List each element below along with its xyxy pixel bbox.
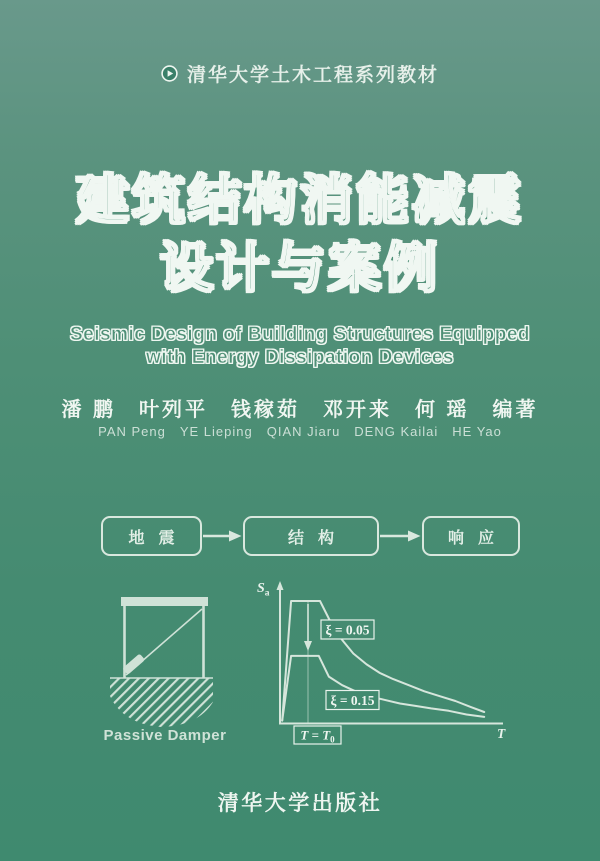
flow-box-structure: 结构 (243, 516, 379, 556)
frame-top-beam (121, 597, 208, 606)
book-subtitle-line1: Seismic Design of Building Structures Equipped (69, 324, 531, 345)
publisher: 清华大学出版社 (217, 792, 383, 815)
flow-diagram (101, 516, 520, 556)
y-axis-arrow (277, 581, 284, 590)
arrow-right-icon (380, 529, 421, 543)
annotation-damping-005: ξ = 0.05 (325, 622, 370, 638)
response-spectrum-chart (250, 570, 510, 750)
passive-damper-figure (103, 584, 227, 734)
book-subtitle-en (0, 323, 600, 369)
series-label-row (0, 60, 600, 87)
damper-caption: Passive Damper (103, 727, 227, 744)
ground-hatch (110, 678, 213, 727)
y-axis-label: $S_a$ (257, 581, 270, 599)
series-label: 清华大学土木工程系列教材 (186, 65, 439, 86)
authors-chinese: 潘 鹏 叶列平 钱稼茹 邓开来 何 瑶 编著 (61, 399, 539, 421)
flow-box-earthquake: 地震 (101, 516, 202, 556)
spectrum-curve-damping-015 (282, 656, 484, 721)
x-axis-label: T (497, 726, 506, 741)
annotation-t0: $T = T_0$ (300, 727, 335, 745)
book-subtitle-line2: with Energy Dissipation Devices (146, 347, 454, 368)
annotation-damping-015: ξ = 0.15 (330, 693, 375, 708)
flow-box-response: 响应 (422, 516, 520, 556)
book-title-line2: 设计与案例 (160, 239, 440, 298)
authors-pinyin: PAN Peng YE Lieping QIAN Jiaru DENG Kailai HE Yao (98, 424, 502, 439)
book-title-line1: 建筑结构消能减震 (76, 171, 524, 230)
arrow-right-icon (203, 529, 242, 543)
reduction-arrow-head (304, 641, 312, 651)
book-title (0, 167, 600, 303)
play-circle-icon (161, 65, 178, 82)
spectrum-curve-damping-005 (282, 601, 484, 721)
